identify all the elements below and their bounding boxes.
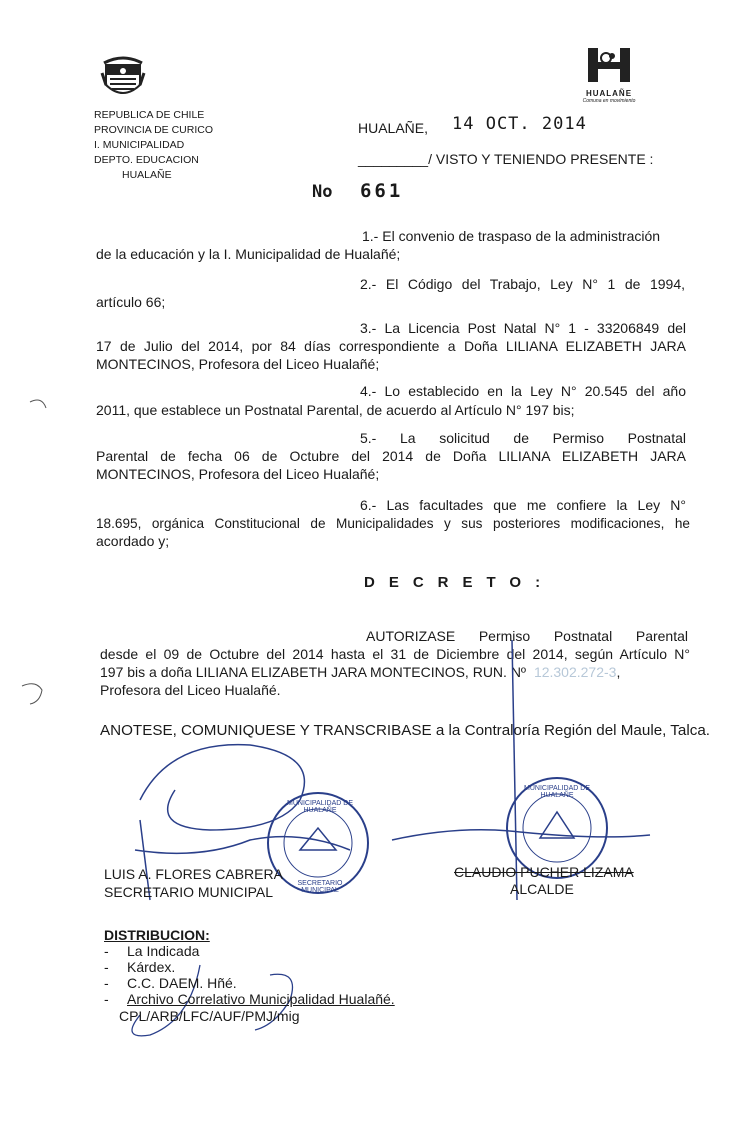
header-line-department: DEPTO. EDUCACION [94, 154, 199, 166]
anotese-line: ANOTESE, COMUNIQUESE Y TRANSCRIBASE a la Contraloría Región del Maule, Talca. [100, 722, 710, 739]
item-3-line-a: 3.- La Licencia Post Natal N° 1 - 33206849 del [360, 320, 686, 336]
resolution-line-4: Profesora del Liceo Hualañé. [100, 682, 281, 698]
alcalde-name: CLAUDIO PUCHER LIZAMA [454, 864, 634, 880]
decreto-heading: DECRETO: [364, 574, 555, 591]
header-line-municipality: I. MUNICIPALIDAD [94, 139, 185, 151]
item-6-line-b: 18.695, orgánica Constitucional de Municipalidades y sus posteriores modificaciones, he [96, 516, 690, 531]
secretary-signature-loop [140, 745, 304, 830]
alcalde-title: ALCALDE [510, 881, 574, 897]
resolution-line-3: 197 bis a doña LILIANA ELIZABETH JARA MONTECINOS, RUN. Nº 12.302.272-3, [100, 664, 621, 680]
item-5-line-a: 5.- La solicitud de Permiso Postnatal [360, 430, 686, 446]
item-5-line-c: MONTECINOS, Profesora del Liceo Hualañé; [96, 466, 380, 482]
secretary-seal-inner [284, 809, 352, 877]
item-1-line-b: de la educación y la I. Municipalidad de Hualañé; [96, 246, 401, 262]
decree-number-label: No [312, 182, 333, 202]
logo-name: HUALAÑE [585, 89, 633, 98]
secretary-seal-text-bottom: SECRETARIO MUNICIPAL [297, 880, 343, 894]
distribution-item: - Kárdex. [127, 959, 395, 975]
visto-line: _________/ VISTO Y TENIENDO PRESENTE : [358, 151, 654, 167]
resolution-line-2: desde el 09 de Octubre del 2014 hasta el 31 de Diciembre del 2014, según Artículo N° [100, 646, 690, 662]
header-line-province: PROVINCIA DE CURICO [94, 124, 214, 136]
resolution-line-3-text: 197 bis a doña LILIANA ELIZABETH JARA MONTECINOS, RUN. Nº [100, 664, 527, 680]
header-line-city: HUALAÑE [122, 169, 172, 181]
secretary-title: SECRETARIO MUNICIPAL [104, 884, 274, 900]
secretary-seal-text-top: MUNICIPALIDAD DE HUALAÑE [287, 800, 353, 814]
header-line-republic: REPUBLICA DE CHILE [94, 109, 205, 121]
resolution-line-1: AUTORIZASE Permiso Postnatal Parental [366, 628, 688, 644]
distribution-list [104, 943, 395, 1007]
item-4-line-a: 4.- Lo establecido en la Ley N° 20.545 del año [360, 383, 686, 399]
item-3-line-c: MONTECINOS, Profesora del Liceo Hualañé; [96, 356, 380, 372]
date-stamp: 14 OCT. 2014 [452, 114, 587, 134]
item-6-line-c: acordado y; [96, 533, 170, 549]
distribution-initials: CPL/ARB/LFC/AUF/PMJ/mig [119, 1008, 300, 1024]
item-4-line-b: 2011, que establece un Postnatal Parental, de acuerdo al Artículo N° 197 bis; [96, 402, 575, 418]
margin-mark-top [30, 400, 46, 408]
secretary-name: LUIS A. FLORES CABRERA [104, 866, 283, 882]
item-5-line-b: Parental de fecha 06 de Octubre del 2014 de Doña LILIANA ELIZABETH JARA [96, 448, 686, 464]
alcalde-seal-inner [523, 794, 591, 862]
distribution-item: - La Indicada [127, 943, 395, 959]
secretary-seal-emblem [300, 828, 336, 850]
distribution-item: - C.C. DAEM. Hñé. [127, 975, 395, 991]
logo-tagline: Comuna en movimiento [582, 98, 636, 104]
item-3-line-b: 17 de Julio del 2014, por 84 días correspondiente a Doña LILIANA ELIZABETH JARA [96, 338, 686, 354]
alcalde-signature-stroke [512, 640, 517, 900]
item-2-line-a: 2.- El Código del Trabajo, Ley N° 1 de 1994, [360, 276, 685, 292]
distribution-item: - Archivo Correlativo Municipalidad Hualañé. [127, 991, 395, 1007]
alcalde-signature-line [392, 830, 650, 840]
item-2-line-b: artículo 66; [96, 294, 166, 310]
item-6-line-a: 6.- Las facultades que me confiere la Ley N° [360, 497, 686, 513]
redacted-run: 12.302.272-3 [533, 664, 617, 680]
item-1-line-a: 1.- El convenio de traspaso de la administración [362, 228, 661, 244]
alcalde-seal-text-top: MUNICIPALIDAD DE HUALAÑE [524, 785, 590, 799]
distribution-title: DISTRIBUCION: [104, 927, 210, 943]
margin-mark-bottom [22, 684, 42, 704]
place-label: HUALAÑE, [358, 120, 429, 136]
decree-number-value: 661 [359, 180, 404, 202]
